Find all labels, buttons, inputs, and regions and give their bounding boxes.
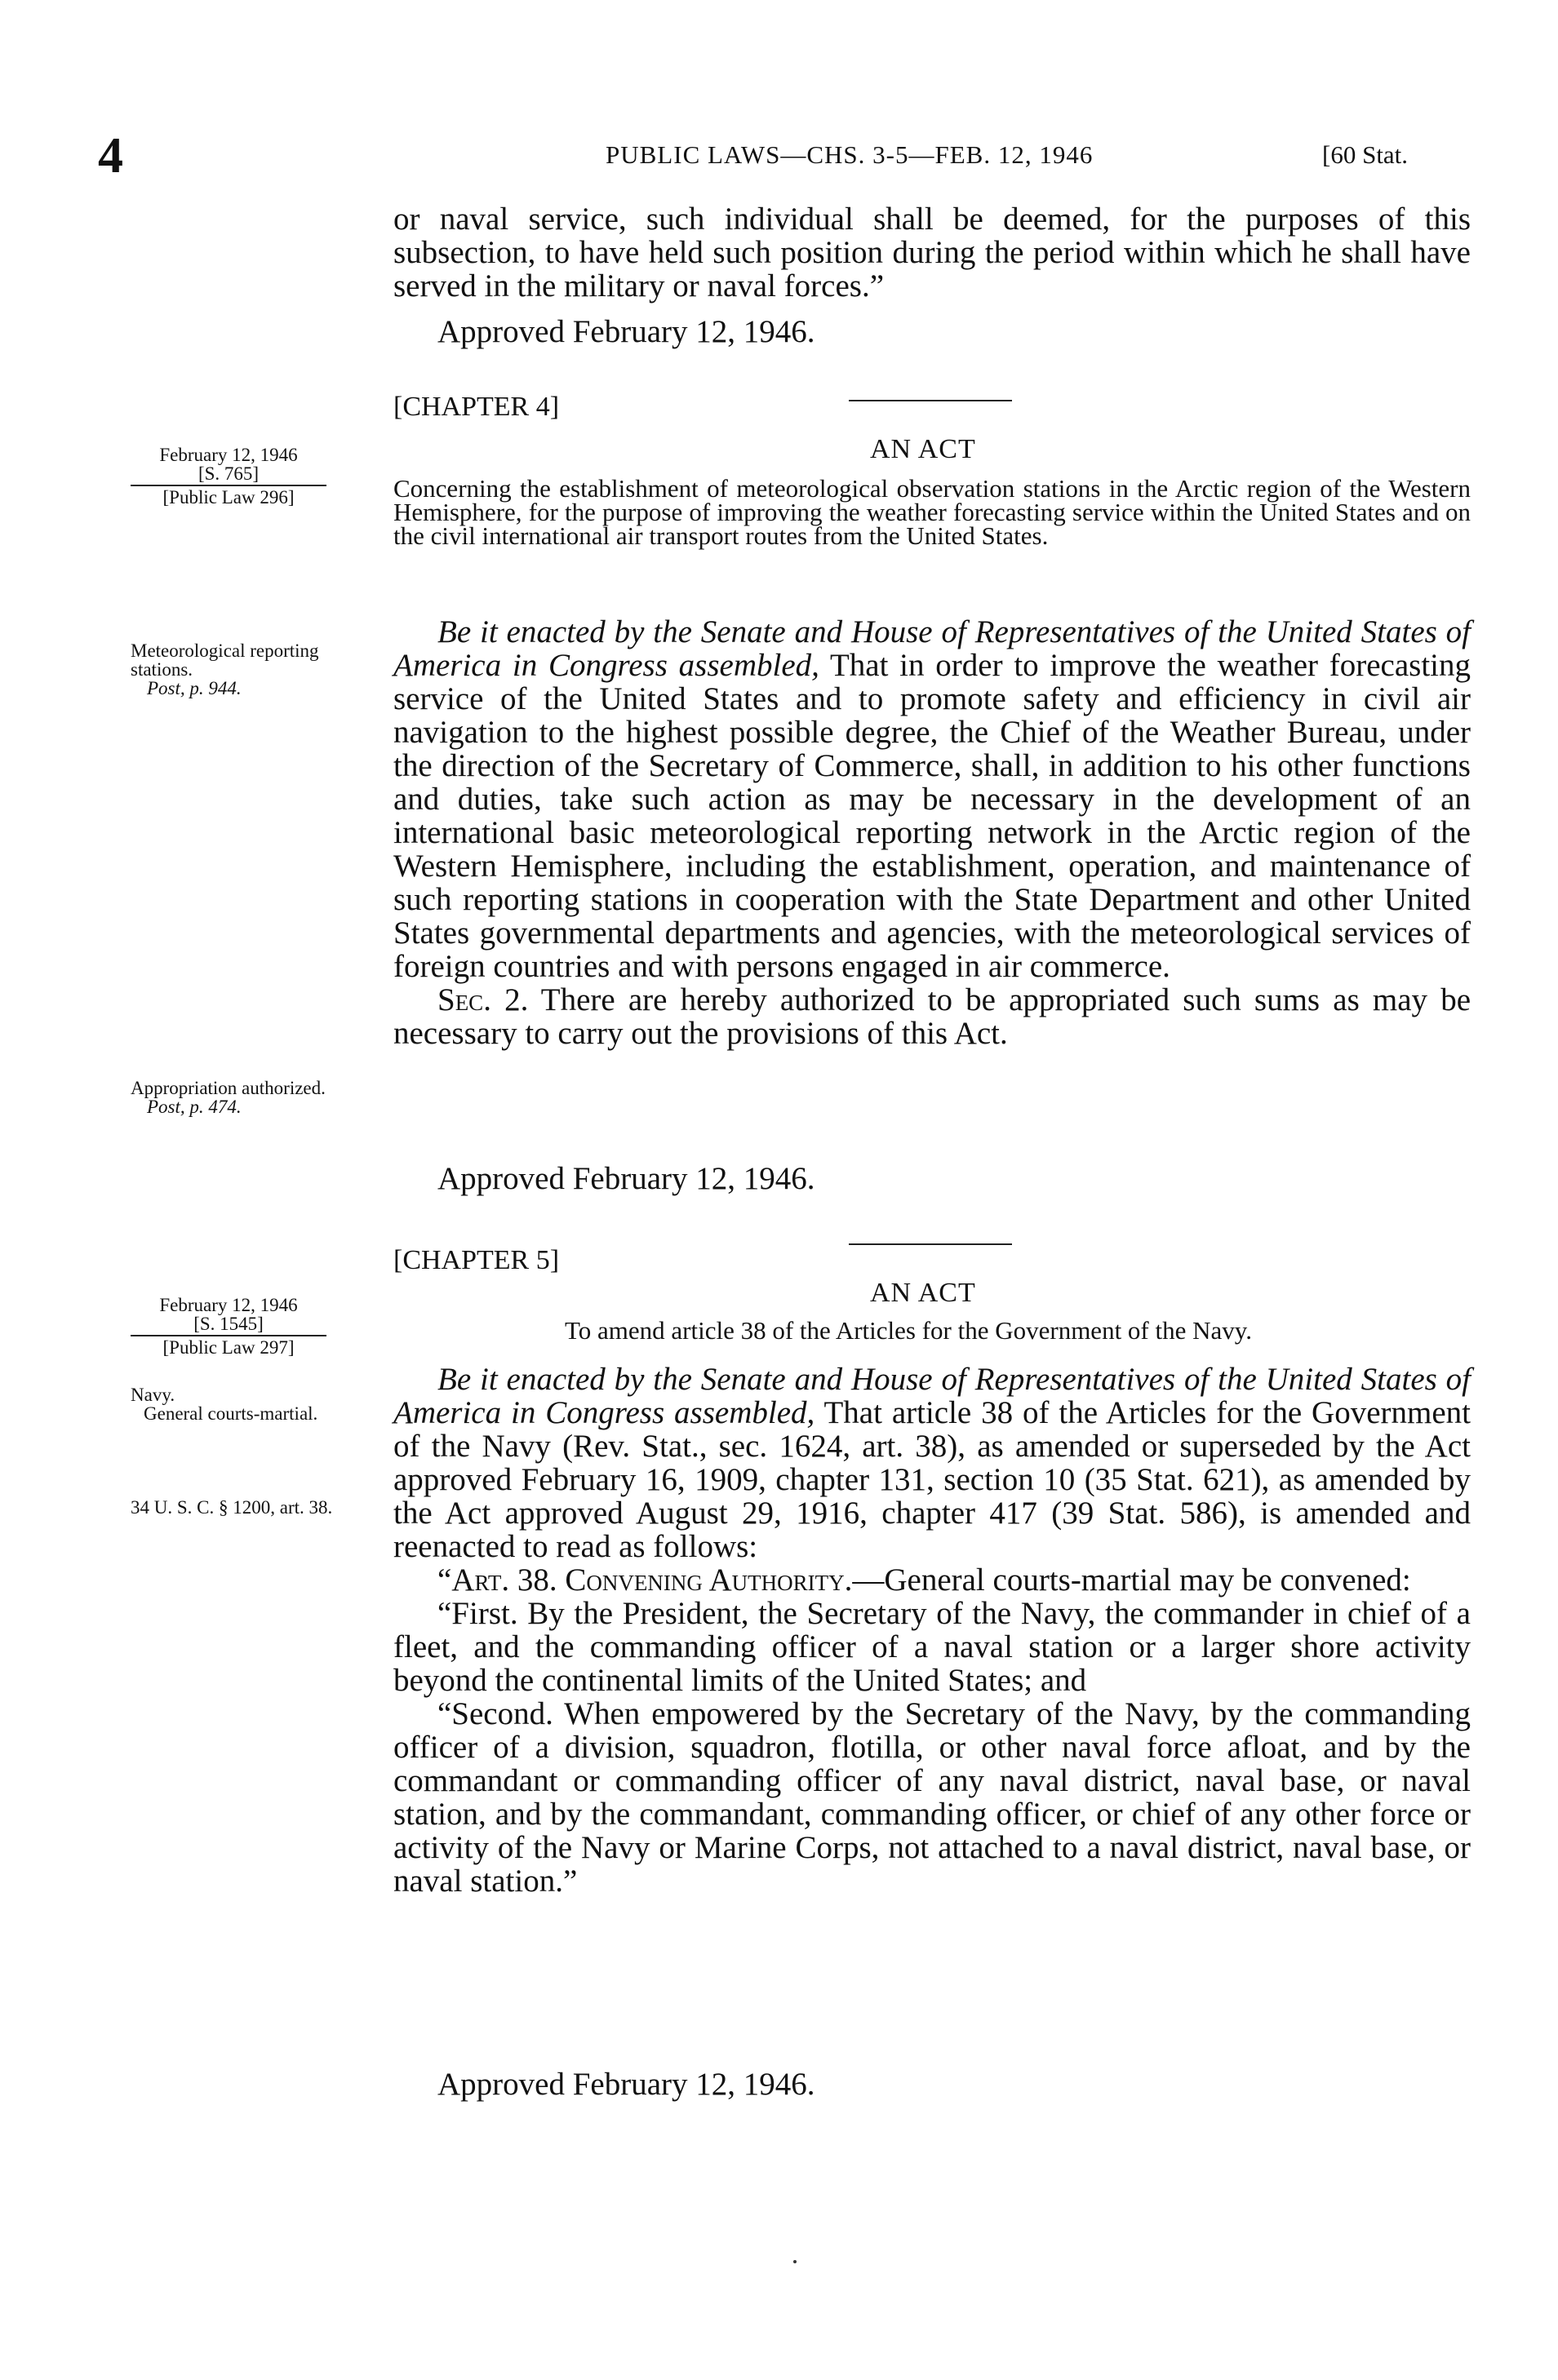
chapter4-margin-citation [131, 445, 326, 507]
chapter5-approved: Approved February 12, 1946. [437, 2067, 815, 2102]
chapter4-note-stations [131, 641, 367, 698]
stray-dot [793, 2260, 797, 2263]
chapter5-margin-date: February 12, 1946 [159, 1295, 298, 1315]
chapter5-note1b-text: General courts-martial. [144, 1403, 318, 1424]
chapter5-note-usc [131, 1498, 367, 1517]
chapter5-act-label: AN ACT [870, 1278, 976, 1308]
chapter4-margin-date: February 12, 1946 [159, 445, 298, 465]
chapter4-note1-ref: Post, p. 944. [147, 678, 242, 698]
chapter4-sec2 [393, 983, 1471, 1050]
chapter5-note-navy [131, 1385, 367, 1423]
chapter4-sec2-text: There are hereby authorized to be appropriated such sums as may be necessary to carry out the provisions of this Act. [393, 982, 1471, 1051]
chapter4-note-appropriation [131, 1079, 367, 1116]
chapter5-margin-citation [131, 1296, 326, 1357]
chapter5-margin-law: [Public Law 297] [162, 1337, 295, 1358]
chapter5-enacting-clause: Be it enacted by the Senate and House of Representatives of the United States of America in Congress assembled, [393, 1362, 1471, 1430]
chapter4-rule [849, 400, 1012, 401]
chapter4-title [393, 474, 1471, 550]
chapter5-body-text: That article 38 of the Articles for the Government of the Navy (Rev. Stat., sec. 1624, art. 38), as amended or superseded by the Act approved February 16, 1909, chapter 131, section 10 (35 Stat. 621), as amended by the Act approved August 29, 1916, chapter 417 (39 Stat. 586), is amended and reenacted to read as follows: [393, 1395, 1471, 1564]
chapter4-margin-law: [Public Law 296] [162, 487, 295, 507]
chapter5-second-clause: “Second. When empowered by the Secretary of the Navy, by the commanding officer of a division, squadron, flotilla, or other naval force afloat, and by the commandant or commanding officer of any naval district, naval base, or naval station, and by the commandant, commanding officer, or chief of any other force or activity of the Navy or Marine Corps, not attached to a naval district, naval base, or naval station.” [393, 1696, 1471, 1899]
chapter4-note2-ref: Post, p. 474. [147, 1097, 242, 1117]
chapter5-body-paragraph [393, 1363, 1471, 1563]
chapter5-note1-text: Navy. [131, 1385, 175, 1405]
approved-line-top: Approved February 12, 1946. [437, 314, 815, 349]
chapter4-note1-text: Meteorological reporting stations. [131, 640, 319, 680]
chapter5-note2-text: 34 U. S. C. § 1200, art. 38. [131, 1497, 333, 1518]
chapter4-heading: [CHAPTER 4] [393, 392, 560, 422]
chapter5-margin-rule [131, 1335, 326, 1336]
running-header-title: PUBLIC LAWS—CHS. 3-5—FEB. 12, 1946 [606, 140, 1094, 169]
chapter4-enacting-clause: Be it enacted by the Senate and House of Representatives of the United States of America in Congress assembled, [393, 614, 1471, 683]
chapter5-margin-bill: [S. 1545] [193, 1314, 264, 1334]
chapter5-article-text: —General courts-martial may be convened: [852, 1562, 1411, 1598]
continuation-text: or naval service, such individual shall be deemed, for the purposes of this subsection, to have held such position during the period within which he shall have served in the military or naval forces.” [393, 202, 1471, 304]
chapter4-margin-rule [131, 485, 326, 486]
chapter5-body [393, 1363, 1471, 1898]
chapter4-margin-bill: [S. 765] [198, 463, 260, 484]
continuation-paragraph [393, 202, 1471, 303]
chapter5-article-heading [393, 1563, 1471, 1597]
chapter5-title [565, 1316, 1471, 1345]
running-header-volume: [60 Stat. [1322, 140, 1409, 169]
chapter5-rule [849, 1243, 1012, 1245]
chapter4-body-text: That in order to improve the weather forecasting service of the United States and to promote safety and efficiency in civil air navigation to the highest possible degree, the Chief of the Weather Bureau, under the direction of the Secretary of Commerce, shall, in addition to his other functions and duties, take such action as may be necessary in the development of an international basic meteorological reporting network in the Arctic region of the Western Hemisphere, including the establishment, operation, and maintenance of such reporting stations in cooperation with the State Department and other United States governmental departments and agencies, with the meteorological services of foreign countries and with persons engaged in air commerce. [393, 648, 1471, 984]
page-number: 4 [98, 128, 123, 184]
chapter4-body-paragraph [393, 615, 1471, 983]
chapter5-title-text: To amend article 38 of the Articles for the Government of the Navy. [565, 1316, 1253, 1345]
chapter4-title-text: Concerning the establishment of meteorological observation stations in the Arctic region of the Western Hemisphere, for the purpose of improving the weather forecasting service within the United States and on the civil international air transport routes from the United States. [393, 474, 1471, 550]
chapter5-first-clause: “First. By the President, the Secretary of the Navy, the commander in chief of a fleet, and the commanding officer of a naval station or a larger shore activity beyond the continental limits of the United States; and [393, 1596, 1471, 1698]
chapter5-article-label: “Art. 38. Convening Authority. [437, 1562, 853, 1598]
chapter4-body [393, 615, 1471, 1050]
chapter4-note2-text: Appropriation authorized. [131, 1078, 326, 1098]
chapter4-sec2-label: Sec. 2. [437, 982, 529, 1017]
chapter4-act-label: AN ACT [870, 434, 976, 464]
chapter4-approved: Approved February 12, 1946. [437, 1161, 815, 1196]
chapter5-heading: [CHAPTER 5] [393, 1245, 560, 1275]
